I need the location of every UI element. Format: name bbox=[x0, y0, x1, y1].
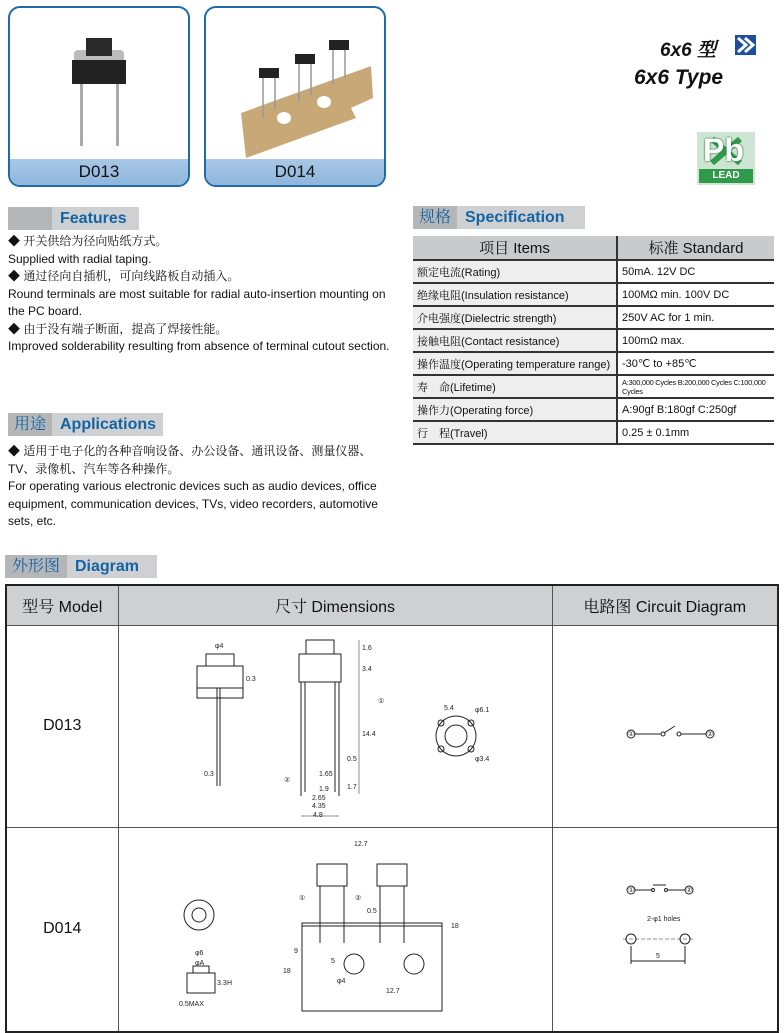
model-name: D013 bbox=[6, 625, 118, 827]
product-label: D014 bbox=[206, 159, 384, 185]
feature-line: Improved solderability resulting from absence of terminal cutout section. bbox=[8, 339, 390, 353]
terminal-1-label: ① bbox=[377, 697, 384, 705]
dim-label: φ6 bbox=[194, 949, 203, 957]
spec-value: 50mA. 12V DC bbox=[617, 260, 774, 283]
dim-label: 1.9 bbox=[318, 785, 329, 793]
terminal-1-label: ① bbox=[627, 730, 634, 738]
dim-label: 3.4 bbox=[361, 665, 372, 673]
table-row bbox=[413, 352, 774, 375]
dim-label: 5 bbox=[655, 952, 660, 960]
column-header: 电路图 Circuit Diagram bbox=[552, 585, 778, 625]
spec-item: 操作力(Operating force) bbox=[413, 398, 617, 421]
dim-label: 3.3 bbox=[216, 979, 227, 987]
dim-label: 4.35 bbox=[311, 802, 326, 810]
dim-label: φA bbox=[194, 959, 204, 967]
terminal-2-label: ② bbox=[685, 886, 692, 894]
dim-label: φ3.4 bbox=[474, 755, 489, 763]
application-line: For operating various electronic devices such as audio devices, office equipment, communication devices, TVs, video recorders, automotive sets, etc. bbox=[8, 479, 378, 528]
heading-cn: 用途 bbox=[8, 413, 52, 436]
dim-label: 18 bbox=[282, 967, 291, 975]
double-chevron-right-icon bbox=[735, 35, 756, 55]
dim-label: 5.4 bbox=[443, 704, 454, 712]
dim-label: 18 bbox=[450, 922, 459, 930]
pb-symbol: Pb bbox=[703, 132, 744, 168]
dim-label: φ4 bbox=[336, 977, 345, 985]
heading-en: Applications bbox=[60, 416, 157, 433]
spec-item: 操作温度(Operating temperature range) bbox=[413, 352, 617, 375]
table-header-row bbox=[6, 585, 778, 625]
diagram-heading bbox=[5, 555, 157, 578]
terminal-1-label: ① bbox=[627, 886, 634, 894]
table-row bbox=[413, 421, 774, 444]
dim-label: 9 bbox=[293, 947, 298, 955]
lead-free-badge bbox=[697, 132, 755, 195]
spec-item: 介电强度(Dielectric strength) bbox=[413, 306, 617, 329]
feature-line: Supplied with radial taping. bbox=[8, 251, 152, 266]
column-header: 型号 Model bbox=[6, 585, 118, 625]
feature-line: ◆ 开关供给为径向贴纸方式。 bbox=[8, 234, 168, 248]
heading-en: Specification bbox=[465, 209, 565, 226]
dimensions-drawing-d013 bbox=[118, 625, 552, 827]
dim-label: φ6.1 bbox=[474, 706, 489, 714]
specification-table bbox=[413, 236, 774, 445]
dim-label: 14.4 bbox=[361, 730, 376, 738]
circuit-diagram-d014 bbox=[552, 827, 778, 1032]
dimension-drawing bbox=[119, 626, 551, 822]
spec-value: 250V AC for 1 min. bbox=[617, 306, 774, 329]
switch-circuit-symbol bbox=[553, 828, 777, 1026]
column-header: 尺寸 Dimensions bbox=[118, 585, 552, 625]
table-row bbox=[6, 827, 778, 1032]
feature-line: ◆ 通过径向自插机，可向线路板自动插入。 bbox=[8, 269, 240, 283]
dim-label: 5 bbox=[330, 957, 335, 965]
dim-label: 0.3 bbox=[245, 675, 256, 683]
terminal-2-label: ② bbox=[706, 730, 713, 738]
dim-label: 1.7 bbox=[346, 783, 357, 791]
dim-label: 0.5MAX bbox=[178, 1000, 204, 1008]
dim-label: 4.8 bbox=[312, 811, 323, 819]
type-title-en: 6x6 Type bbox=[634, 66, 724, 89]
dim-label: 1.6 bbox=[361, 644, 372, 652]
type-title-cn: 6x6 型 bbox=[660, 40, 716, 61]
feature-line: ◆ 由于没有端子断面，提高了焊接性能。 bbox=[8, 321, 228, 336]
applications-text bbox=[8, 443, 393, 531]
table-header-row bbox=[413, 236, 774, 260]
feature-line: Round terminals are most suitable for radial auto-insertion mounting on the PC board. bbox=[8, 286, 386, 318]
switch-circuit-symbol bbox=[553, 626, 777, 822]
spec-item: 寿 命(Lifetime) bbox=[413, 375, 617, 398]
features-text bbox=[8, 233, 393, 356]
table-row bbox=[413, 398, 774, 421]
dim-label: 1.65 bbox=[318, 770, 333, 778]
heading-en: Diagram bbox=[75, 558, 140, 575]
spec-value: 100MΩ min. 100V DC bbox=[617, 283, 774, 306]
spec-item: 接触电阻(Contact resistance) bbox=[413, 329, 617, 352]
dim-label: φ4 bbox=[214, 642, 223, 650]
spec-value: 100mΩ max. bbox=[617, 329, 774, 352]
dim-label: H bbox=[226, 979, 232, 987]
application-line: ◆ 适用于电子化的各种音响设备、办公设备、通讯设备、测量仪器、TV、录像机、汽车等各种操作。 bbox=[8, 444, 372, 476]
heading-en: Features bbox=[60, 210, 127, 227]
model-name: D014 bbox=[6, 827, 118, 1032]
dimensions-drawing-d014 bbox=[118, 827, 552, 1032]
dim-label: 2.65 bbox=[311, 794, 326, 802]
taped-switches-photo bbox=[211, 18, 386, 158]
heading-cn bbox=[8, 207, 52, 230]
spec-value: -30℃ to +85℃ bbox=[617, 352, 774, 375]
dim-label: 0.3 bbox=[203, 770, 214, 778]
spec-value: A:90gf B:180gf C:250gf bbox=[617, 398, 774, 421]
dim-label: 12.7 bbox=[353, 840, 368, 848]
table-row bbox=[413, 329, 774, 352]
applications-heading bbox=[8, 413, 163, 436]
table-row bbox=[413, 306, 774, 329]
specification-heading bbox=[413, 206, 585, 229]
product-card-d013 bbox=[8, 6, 190, 187]
heading-cn: 外形图 bbox=[5, 555, 67, 578]
spec-value: A:300,000 Cycles B:200,000 Cycles C:100,000 Cycles bbox=[617, 375, 774, 398]
spec-value: 0.25 ± 0.1mm bbox=[617, 421, 774, 444]
column-header: 标准 Standard bbox=[617, 236, 774, 260]
table-row bbox=[413, 375, 774, 398]
terminal-2-label: ② bbox=[283, 776, 290, 784]
dim-label: 12.7 bbox=[385, 987, 400, 995]
spec-item: 行 程(Travel) bbox=[413, 421, 617, 444]
product-label: D013 bbox=[10, 159, 188, 185]
column-header: 项目 Items bbox=[413, 236, 617, 260]
lead-free-label: LEAD FREE bbox=[699, 169, 753, 183]
dim-label: 0.5 bbox=[366, 907, 377, 915]
product-card-d014 bbox=[204, 6, 386, 187]
terminal-2-label: ② bbox=[354, 894, 361, 902]
circuit-diagram-d013 bbox=[552, 625, 778, 827]
table-row bbox=[6, 625, 778, 827]
dimension-drawing bbox=[119, 828, 551, 1026]
table-row bbox=[413, 283, 774, 306]
terminal-1-label: ① bbox=[298, 894, 305, 902]
diagram-table bbox=[5, 584, 779, 1033]
tact-switch-photo bbox=[60, 28, 140, 148]
heading-cn: 规格 bbox=[413, 206, 457, 229]
spec-item: 绝缘电阻(Insulation resistance) bbox=[413, 283, 617, 306]
holes-label: 2-φ1 holes bbox=[646, 915, 680, 923]
features-heading bbox=[8, 207, 139, 230]
dim-label: 0.5 bbox=[346, 755, 357, 763]
spec-item: 额定电流(Rating) bbox=[413, 260, 617, 283]
table-row bbox=[413, 260, 774, 283]
